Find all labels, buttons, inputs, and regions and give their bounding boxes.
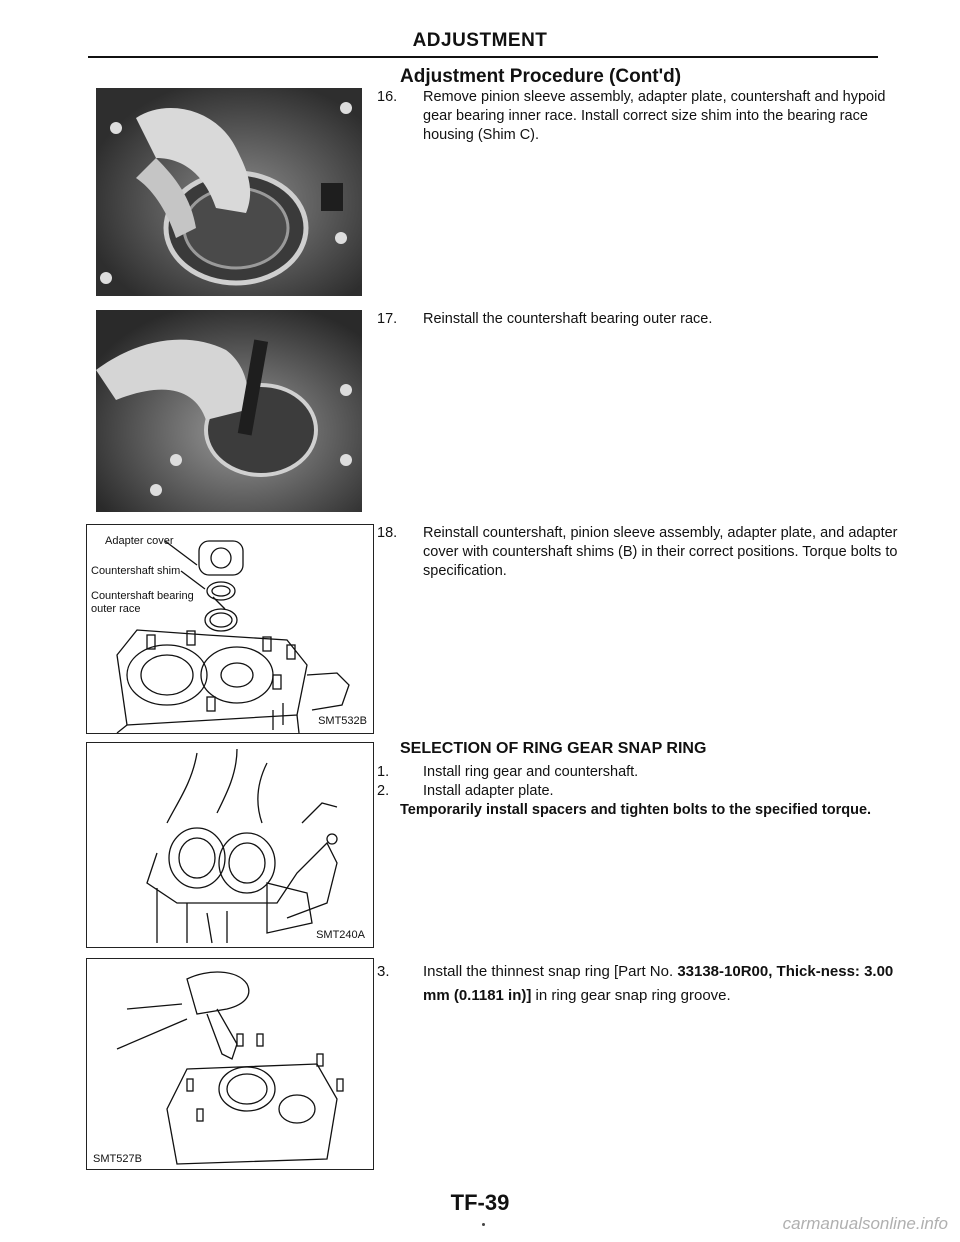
step-number: 1. bbox=[377, 764, 390, 780]
step-16 bbox=[377, 88, 909, 145]
step-17 bbox=[377, 310, 909, 329]
step-number: 3. bbox=[377, 963, 390, 980]
step-text-end: in ring gear snap ring groove. bbox=[531, 987, 731, 1004]
figure-code: SMT532B bbox=[318, 715, 367, 727]
part-number-bold: 33138-10R00, Thick-ness: 3.00 mm (0.1181 in)] bbox=[423, 963, 894, 1004]
figure-gear-install-diagram bbox=[86, 742, 374, 948]
figure-adapter-cover-diagram bbox=[86, 524, 374, 734]
page-number: TF-39 bbox=[450, 1190, 510, 1215]
section-title: Adjustment Procedure (Cont'd) bbox=[400, 66, 682, 87]
snap-ring-section-title: SELECTION OF RING GEAR SNAP RING bbox=[400, 740, 707, 757]
step-text: Reinstall countershaft, pinion sleeve assembly, adapter plate, and adapter cover with countershaft shims (B) in their correct positions. Torque bolts to specification. bbox=[423, 525, 898, 579]
photo-shim-install bbox=[96, 88, 362, 296]
header-divider bbox=[88, 56, 878, 58]
figure-code: SMT240A bbox=[316, 929, 365, 941]
page-header-title: ADJUSTMENT bbox=[412, 30, 548, 51]
step-number: 2. bbox=[377, 783, 390, 799]
footer-dot bbox=[482, 1223, 485, 1226]
step-text: Reinstall the countershaft bearing outer race. bbox=[423, 311, 713, 327]
step-text: Install the thinnest snap ring [Part No. bbox=[423, 963, 678, 980]
diagram-drawing bbox=[87, 525, 373, 733]
label-countershaft-shim: Countershaft shim bbox=[91, 565, 181, 577]
step-number: 16. bbox=[377, 89, 398, 105]
snap-step-2 bbox=[377, 782, 909, 801]
photo-illustration bbox=[96, 88, 362, 296]
snap-bold-note: Temporarily install spacers and tighten bolts to the specified torque. bbox=[400, 802, 872, 818]
snap-step-3 bbox=[377, 960, 909, 1008]
label-adapter-cover: Adapter cover bbox=[105, 535, 174, 547]
snap-step-1 bbox=[377, 763, 909, 782]
label-outer-race: outer race bbox=[91, 603, 141, 615]
figure-snap-ring-diagram bbox=[86, 958, 374, 1170]
step-18 bbox=[377, 524, 909, 581]
step-number: 17. bbox=[377, 311, 398, 327]
label-countershaft-bearing: Countershaft bearing bbox=[91, 590, 194, 602]
step-text: Install adapter plate. bbox=[423, 783, 554, 799]
photo-bearing-race-install bbox=[96, 310, 362, 512]
figure-code: SMT527B bbox=[93, 1153, 142, 1165]
step-text: Remove pinion sleeve assembly, adapter plate, countershaft and hypoid gear bearing inner race. Install correct size shim into the bearing race housing (Shim C). bbox=[423, 89, 886, 143]
watermark: carmanualsonline.info bbox=[782, 1214, 948, 1233]
diagram-drawing bbox=[87, 743, 373, 947]
photo-illustration bbox=[96, 310, 362, 512]
step-text: Install ring gear and countershaft. bbox=[423, 764, 639, 780]
step-number: 18. bbox=[377, 525, 398, 541]
diagram-drawing bbox=[87, 959, 373, 1169]
